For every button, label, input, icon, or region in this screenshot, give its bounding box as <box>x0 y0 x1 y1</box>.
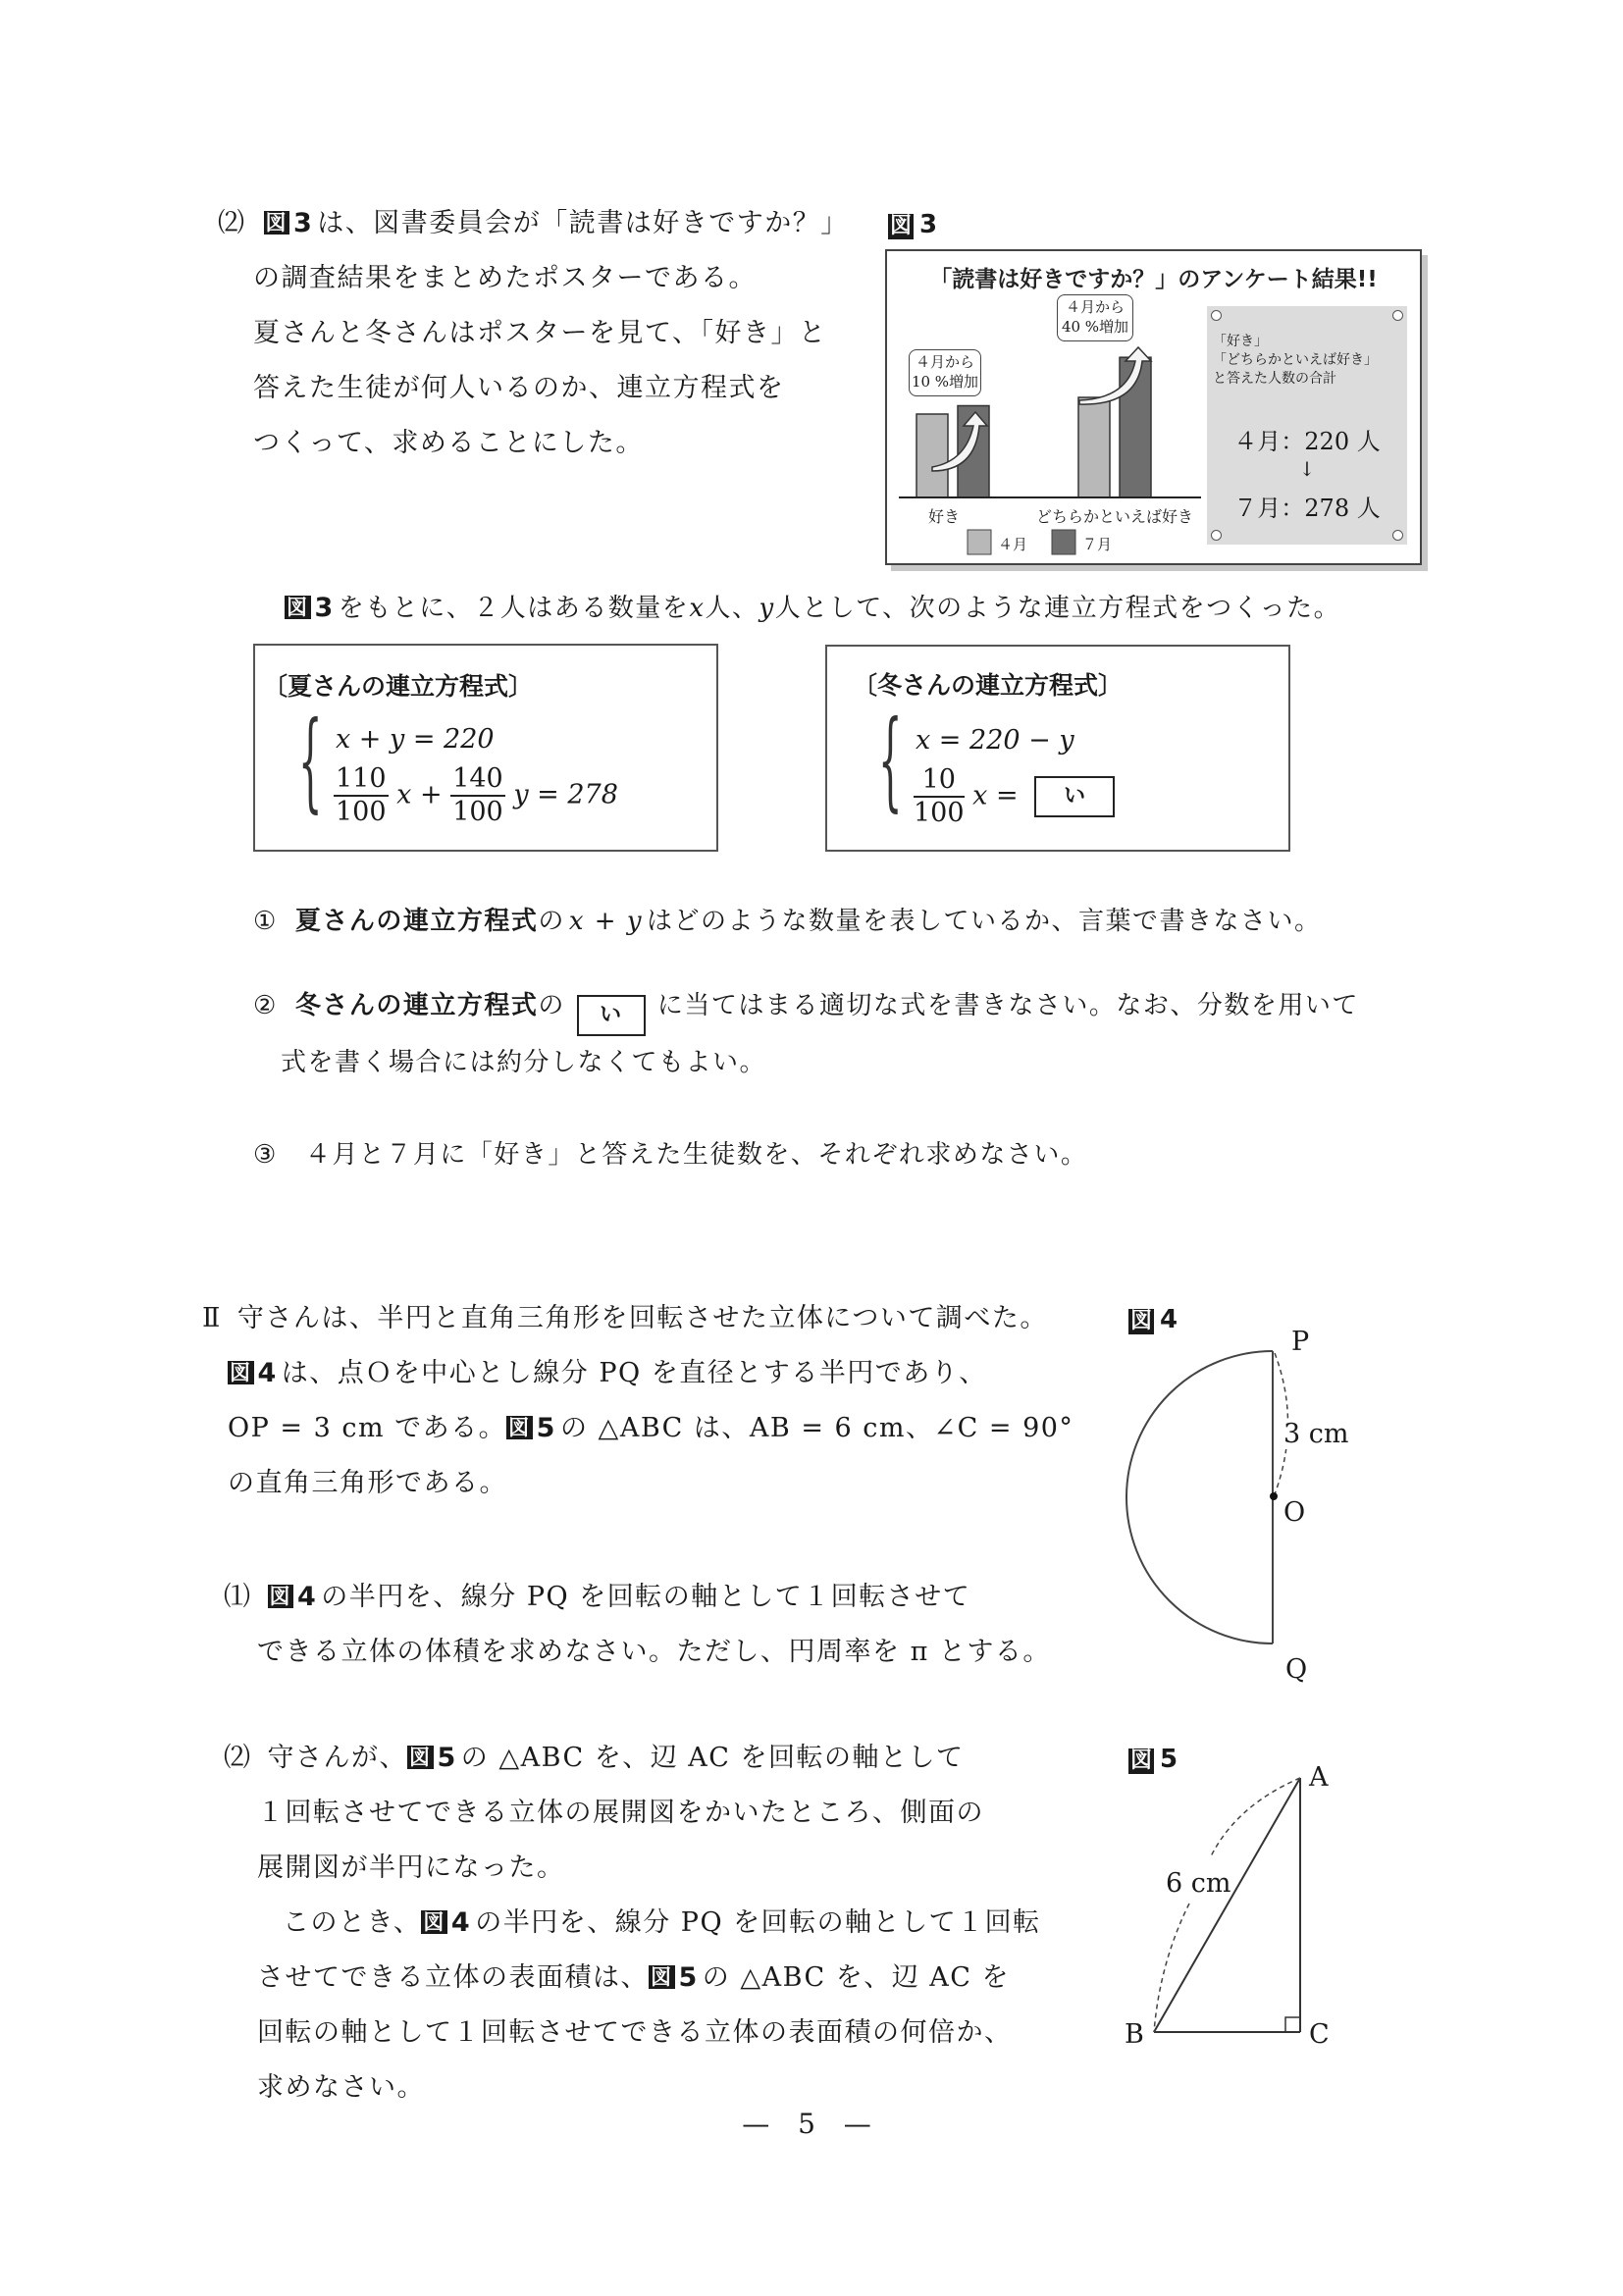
fuyu-equations-box <box>825 645 1290 852</box>
subq-2-line2: 式を書く場合には約分しなくてもよい。 <box>281 1048 767 1077</box>
callout-40-percent <box>1057 294 1133 341</box>
fig-ref-badge: 図 <box>230 1361 252 1384</box>
ab-length-label: 6 cm <box>1166 1868 1231 1899</box>
poster-title: 「読書は好きですか？」のアンケート結果!! <box>929 267 1378 292</box>
fig-ref-num: 4 <box>297 1582 318 1612</box>
july-total: ７月：278 人 <box>1233 495 1381 522</box>
part2-line-3 <box>228 1415 1073 1441</box>
q2-label: ⑵ <box>218 208 246 238</box>
pin-icon <box>1211 310 1222 321</box>
fig-ref-badge: 図 <box>508 1416 531 1439</box>
fraction <box>914 766 965 827</box>
brace-icon: { <box>878 697 903 822</box>
part2-text: OP = 3 cm である。 <box>228 1413 507 1443</box>
intro-text: をもとに、２人はある数量を <box>338 594 690 623</box>
panel-caption-line: 「好き」 <box>1213 334 1268 349</box>
q2-line-4: 答えた生徒が何人いるのか、連立方程式を <box>253 373 785 403</box>
category-label: 好き <box>928 507 961 526</box>
fig4-label <box>1128 1305 1178 1334</box>
fuyu-eq1: x = 220 − y <box>916 725 1074 756</box>
fig-ref-badge: 図 <box>269 1585 291 1608</box>
denominator: 100 <box>336 797 387 827</box>
circled-3: ③ <box>253 1140 278 1170</box>
subq-text: はどのような数量を表しているか、言葉で書きなさい。 <box>647 907 1322 936</box>
x-equals: x = <box>972 780 1019 811</box>
fig3-label <box>888 210 937 239</box>
point-q-label: Q <box>1285 1654 1308 1685</box>
fig-ref-badge: 図 <box>409 1746 432 1769</box>
q2-text: は、図書委員会が「読書は好きですか？」 <box>317 208 849 238</box>
p2q2-line-7: 求めなさい。 <box>257 2072 425 2103</box>
p2q1-text: の半円を、線分 PQ を回転の軸として１回転させて <box>321 1582 971 1612</box>
fraction <box>450 765 505 826</box>
pin-icon <box>1392 530 1403 541</box>
natsu-title: 〔夏さんの連立方程式〕 <box>263 672 534 701</box>
part2-line-2 <box>228 1360 987 1386</box>
intro-text: 人として、次のような連立方程式をつくった。 <box>774 594 1341 623</box>
survey-poster <box>885 249 1422 565</box>
fig-ref-badge: 図 <box>265 211 288 235</box>
blank-box-i: い <box>1034 776 1115 817</box>
fig-ref-badge: 図 <box>287 596 309 619</box>
q1-label: ⑴ <box>224 1582 252 1612</box>
panel-caption <box>1213 333 1378 389</box>
subq-text: の <box>538 907 565 936</box>
fig3-zu: 図 <box>890 214 913 238</box>
fig-ref-num: 5 <box>437 1743 457 1773</box>
legend-label-april: ４月 <box>998 536 1028 553</box>
callout-10-percent <box>909 349 981 396</box>
point-a-label: A <box>1309 1762 1329 1793</box>
subq-2 <box>253 993 1359 1036</box>
blank-box-i: い <box>577 995 646 1036</box>
part2-text: 守さんは、半円と直角三角形を回転させた立体について調べた。 <box>236 1303 1048 1333</box>
total-panel <box>1207 306 1407 545</box>
p2q2-text: の半円を、線分 PQ を回転の軸として１回転 <box>475 1907 1041 1938</box>
p2q2-line-6: 回転の軸として１回転させてできる立体の表面積の何倍か、 <box>257 2017 1013 2048</box>
roman-numeral-2: Ⅱ <box>202 1303 222 1333</box>
denominator: 100 <box>914 798 965 828</box>
pin-icon <box>1392 310 1403 321</box>
brace-icon: { <box>298 698 323 823</box>
right-angle-mark <box>1285 2017 1300 2032</box>
natsu-equations-box <box>253 644 718 852</box>
panel-caption-line: 「どちらかといえば好き」 <box>1213 352 1378 368</box>
callout-line: ４月から <box>1065 298 1125 316</box>
subq-text: の <box>538 991 565 1020</box>
fig-ref-num: 5 <box>678 1962 699 1993</box>
point-b-label: B <box>1125 2019 1144 2050</box>
subq-text: ４月と７月に「好き」と答えた生徒数を、それぞれ求めなさい。 <box>304 1140 1088 1170</box>
p2q2-text: の △ABC を、辺 AC を <box>702 1962 1011 1993</box>
bar-april-1 <box>1078 397 1110 497</box>
part2-text: の △ABC は、AB = 6 cm、∠C = 90° <box>559 1413 1074 1443</box>
var-x: x <box>689 594 706 623</box>
p2q2-line-5 <box>257 1964 1010 1991</box>
fig-ref-num: 4 <box>450 1907 472 1938</box>
q2-line-5: つくって、求めることにした。 <box>253 428 644 458</box>
page-number: — 5 — <box>742 2108 881 2140</box>
p2q2-text: 守さんが、 <box>267 1743 407 1773</box>
subq-bold: 夏さんの連立方程式 <box>294 907 539 936</box>
equations-intro <box>285 595 1340 621</box>
p2q1-line-1 <box>224 1584 970 1610</box>
april-total: ４月：220 人 <box>1233 428 1381 455</box>
fig4-zu: 図 <box>1130 1309 1153 1333</box>
ab-dimension-arc <box>1211 1778 1300 1856</box>
center-point-o <box>1270 1492 1278 1500</box>
point-o-label: O <box>1283 1497 1306 1528</box>
y-equals: y = 278 <box>513 779 618 810</box>
natsu-eq1: x + y = 220 <box>336 724 495 755</box>
fig-ref-num: 5 <box>536 1413 556 1443</box>
numerator: 10 <box>914 766 965 798</box>
numerator: 110 <box>334 765 389 797</box>
fig-ref-badge: 図 <box>651 1965 673 1989</box>
legend-label-july: ７月 <box>1082 536 1113 553</box>
part2-text: は、点Ｏを中心とし線分 PQ を直径とする半円であり、 <box>281 1358 987 1388</box>
expr-x-plus-y: x + y <box>568 907 644 936</box>
part2-line-4: の直角三角形である。 <box>228 1468 507 1498</box>
panel-caption-line: と答えた人数の合計 <box>1213 371 1336 387</box>
semicircle-arc <box>1126 1351 1273 1644</box>
var-x: x <box>396 779 412 810</box>
callout-line: 40 %増加 <box>1061 318 1129 336</box>
q2-line-3: 夏さんと冬さんはポスターを見て、「好き」と <box>253 318 827 348</box>
intro-text: 人、 <box>705 594 759 623</box>
circled-2: ② <box>253 991 278 1020</box>
p2q2-text: させてできる立体の表面積は、 <box>257 1962 649 1993</box>
q2-line-1 <box>218 210 849 236</box>
fraction <box>334 765 389 826</box>
fig4-num: 4 <box>1160 1305 1178 1334</box>
point-p-label: P <box>1291 1327 1310 1357</box>
p2q2-text: このとき、 <box>283 1907 422 1938</box>
fuyu-eq2 <box>914 766 1115 827</box>
denominator: 100 <box>452 797 503 827</box>
p2q2-line-3: 展開図が半円になった。 <box>257 1852 565 1883</box>
legend-swatch-july <box>1052 530 1075 554</box>
p2q2-line-2: １回転させてできる立体の展開図をかいたところ、側面の <box>257 1798 984 1828</box>
p2q1-line-2: できる立体の体積を求めなさい。ただし、円周率を π とする。 <box>257 1637 1051 1667</box>
fig-ref-badge: 図 <box>423 1910 445 1934</box>
subq-bold: 冬さんの連立方程式 <box>294 991 539 1020</box>
fig5-num: 5 <box>1160 1745 1178 1774</box>
circled-1: ① <box>253 907 278 936</box>
callout-line: 10 %増加 <box>911 373 979 391</box>
q2-line-2: の調査結果をまとめたポスターである。 <box>253 263 757 293</box>
ab-dimension-arc <box>1154 1904 1189 2032</box>
callout-line: ４月から <box>915 353 974 371</box>
point-c-label: C <box>1309 2019 1330 2050</box>
q2-label: ⑵ <box>224 1743 252 1773</box>
fuyu-title: 〔冬さんの連立方程式〕 <box>853 671 1124 700</box>
op-length-label: 3 cm <box>1283 1419 1349 1449</box>
category-label: どちらかといえば好き <box>1036 507 1194 526</box>
numerator: 140 <box>450 765 505 797</box>
p2q2-line-4 <box>283 1909 1041 1936</box>
subq-1 <box>253 909 1322 934</box>
p2q2-line-1 <box>224 1745 965 1771</box>
fig-ref-num: 3 <box>293 208 314 238</box>
fig-ref-num: 4 <box>257 1358 278 1388</box>
down-arrow-icon: ↓ <box>1298 457 1316 481</box>
side-ab <box>1154 1778 1300 2032</box>
legend-swatch-april <box>968 530 991 554</box>
subq-text: に当てはまる適切な式を書きなさい。なお、分数を用いて <box>656 991 1359 1020</box>
bar-april-0 <box>916 414 948 497</box>
var-y: y <box>759 594 775 623</box>
fig-ref-num: 3 <box>314 593 335 623</box>
fig3-num: 3 <box>919 210 938 239</box>
plus-sign: + <box>419 779 443 810</box>
triangle-figure <box>1138 1766 1335 2051</box>
fig5-zu: 図 <box>1130 1748 1153 1773</box>
part2-line-1 <box>202 1305 1048 1331</box>
pin-icon <box>1211 530 1222 541</box>
natsu-eq2 <box>334 765 618 826</box>
p2q2-text: の △ABC を、辺 AC を回転の軸として <box>460 1743 965 1773</box>
subq-3 <box>253 1142 1087 1168</box>
